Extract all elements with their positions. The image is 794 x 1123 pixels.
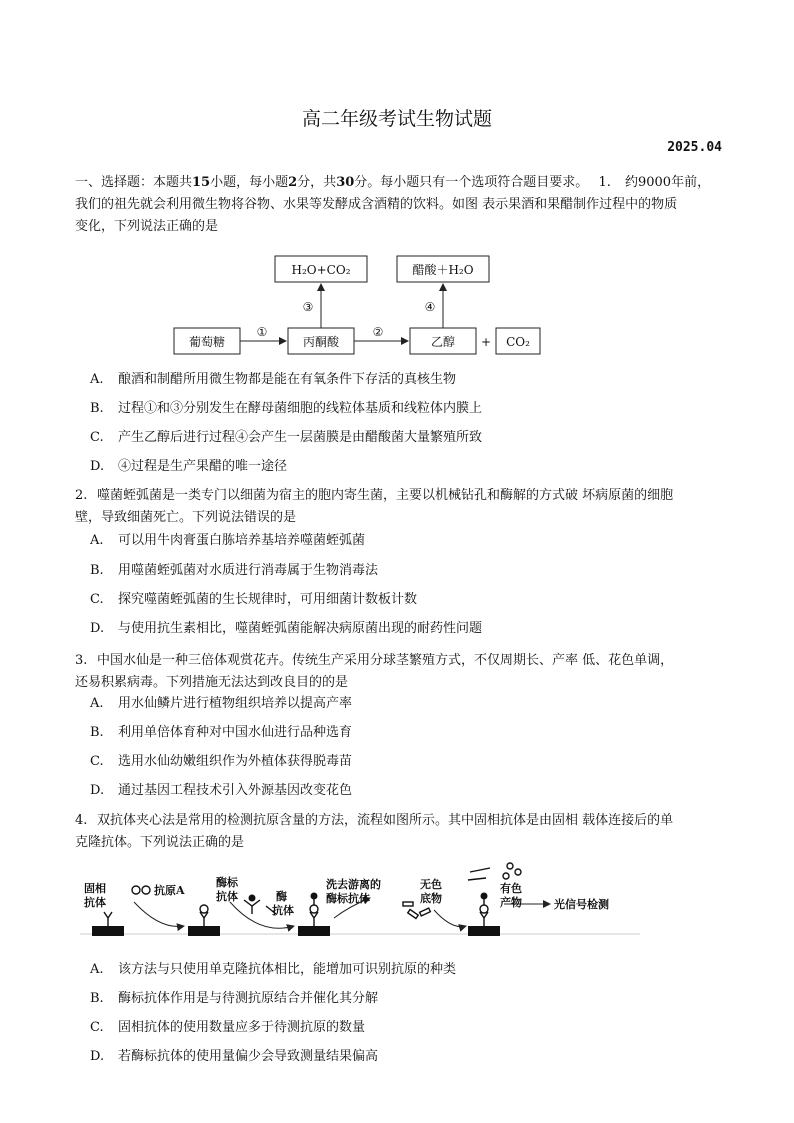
free-antigen-1 bbox=[132, 886, 140, 894]
q2-option-a[interactable]: A. 可以用牛肉膏蛋白胨培养基培养噬菌蛭弧菌 bbox=[90, 533, 366, 548]
step-2-marker: ② bbox=[372, 325, 384, 339]
substrate-fragment bbox=[420, 908, 431, 916]
q1-option-b[interactable]: B. 过程①和③分别发生在酵母菌细胞的线粒体基质和线粒体内膜上 bbox=[90, 401, 483, 416]
product-burst bbox=[468, 868, 490, 880]
wash-label: 洗去游离的 bbox=[326, 878, 381, 891]
colored-product-dot bbox=[503, 873, 509, 879]
question-1-stem-line: 我们的祖先就会利用微生物将谷物、水果等发酵成含酒精的饮料。如图 表示果酒和果醋制作过程中的物质 bbox=[75, 197, 678, 212]
solid-antibody-2 bbox=[200, 912, 208, 926]
solid-support-2 bbox=[188, 926, 220, 936]
question-1-stem-start: 约9000年前， bbox=[624, 175, 711, 190]
solid-antibody-4 bbox=[480, 912, 488, 926]
enzyme-antibody-label: 酶标 bbox=[216, 876, 238, 889]
colored-product-dot bbox=[515, 869, 521, 875]
q1-option-c[interactable]: C. 产生乙醇后进行过程④会产生一层菌膜是由醋酸菌大量繁殖所致 bbox=[90, 430, 483, 445]
plus-sign: + bbox=[480, 335, 492, 349]
q2-option-b[interactable]: B. 用噬菌蛭弧菌对水质进行消毒属于生物消毒法 bbox=[90, 563, 379, 578]
q3-option-d[interactable]: D. 通过基因工程技术引入外源基因改变花色 bbox=[90, 783, 353, 798]
question-1-number: 1. bbox=[598, 175, 611, 190]
exam-date: 2025.04 bbox=[667, 140, 722, 155]
solid-antibody-label: 抗体 bbox=[84, 896, 106, 909]
substrate-fragment bbox=[403, 902, 413, 906]
bound-antigen-4 bbox=[480, 905, 488, 913]
antibody-label: 抗体 bbox=[272, 904, 294, 917]
section-intro: 一、选择题：本题共15小题，每小题2分，共30分。每小题只有一个选项符合题目要求。 bbox=[75, 175, 589, 190]
h2o-co2-label: H₂O+CO₂ bbox=[291, 263, 351, 277]
acetic-acid-label: 醋酸＋H₂O bbox=[412, 263, 474, 277]
flow-arrow-4 bbox=[434, 910, 466, 927]
co2-label: CO₂ bbox=[506, 335, 530, 349]
enzyme-dot-4 bbox=[481, 893, 488, 900]
solid-support-3 bbox=[298, 926, 330, 936]
enzyme-antibody-free bbox=[244, 900, 260, 914]
ethanol-label: 乙醇 bbox=[430, 335, 456, 349]
signal-detection-label: 光信号检测 bbox=[554, 898, 609, 911]
enzyme-label: 酶 bbox=[276, 890, 287, 903]
step-3-marker: ③ bbox=[302, 300, 314, 314]
antigen-a-label: 抗原A bbox=[154, 884, 185, 897]
q3-option-c[interactable]: C. 选用水仙幼嫩组织作为外植体获得脱毒苗 bbox=[90, 754, 353, 769]
colored-product-label: 产物 bbox=[500, 896, 522, 909]
solid-support-1 bbox=[92, 926, 124, 936]
q4-option-a[interactable]: A. 该方法与只使用单克隆抗体相比，能增加可识别抗原的种类 bbox=[90, 962, 457, 977]
step-1-marker: ① bbox=[256, 325, 268, 339]
enzyme-dot-3 bbox=[311, 893, 318, 900]
question-4-stem: 4. 双抗体夹心法是常用的检测抗原含量的方法，流程如图所示。其中固相抗体是由固相 载体连接后的单 克隆抗体。下列说法正确的是 bbox=[75, 813, 674, 850]
question-2-stem: 2. 噬菌蛭弧菌是一类专门以细菌为宿主的胞内寄生菌，主要以机械钻孔和酶解的方式破 坏病原菌的细胞 壁，导致细菌死亡。下列说法错误的是 bbox=[75, 488, 674, 525]
solid-support-4 bbox=[468, 926, 500, 936]
colorless-substrate-label: 底物 bbox=[420, 892, 442, 905]
enzyme-antibody-label: 抗体 bbox=[216, 890, 238, 903]
question-1-stem-line: 变化，下列说法正确的是 bbox=[75, 219, 219, 234]
glucose-label: 葡萄糖 bbox=[188, 335, 226, 349]
bound-antigen-3 bbox=[310, 905, 318, 913]
bound-antigen-2 bbox=[200, 905, 208, 913]
q3-option-b[interactable]: B. 利用单倍体育种对中国水仙进行品种选育 bbox=[90, 725, 353, 740]
solid-antibody-3 bbox=[310, 912, 318, 926]
q4-option-d[interactable]: D. 若酶标抗体的使用量偏少会导致测量结果偏高 bbox=[90, 1049, 379, 1064]
colored-product-dot bbox=[507, 863, 513, 869]
substrate-fragment bbox=[408, 909, 418, 918]
q1-option-a[interactable]: A. 酿酒和制醋所用微生物都是能在有氧条件下存活的真核生物 bbox=[90, 372, 457, 387]
elisa-diagram bbox=[80, 860, 640, 956]
solid-antibody-label: 固相 bbox=[84, 882, 106, 895]
section-header bbox=[75, 172, 725, 238]
enzyme-dot-free bbox=[249, 895, 256, 902]
free-antigen-2 bbox=[142, 886, 150, 894]
wash-label: 酶标抗体 bbox=[326, 892, 370, 905]
pyruvate-label: 丙酮酸 bbox=[302, 335, 340, 349]
q2-option-d[interactable]: D. 与使用抗生素相比，噬菌蛭弧菌能解决病原菌出现的耐药性问题 bbox=[90, 621, 483, 636]
colored-product-label: 有色 bbox=[500, 882, 522, 895]
colorless-substrate-label: 无色 bbox=[420, 878, 442, 891]
q2-option-c[interactable]: C. 探究噬菌蛭弧菌的生长规律时，可用细菌计数板计数 bbox=[90, 592, 418, 607]
q4-option-b[interactable]: B. 酶标抗体作用是与待测抗原结合并催化其分解 bbox=[90, 991, 379, 1006]
flow-arrow-1 bbox=[134, 902, 184, 927]
question-3-stem: 3. 中国水仙是一种三倍体观赏花卉。传统生产采用分球茎繁殖方式，不仅周期长、产率 低、花色单调， 还易积累病毒。下列措施无法达到改良目的的是 bbox=[75, 653, 674, 690]
q4-option-c[interactable]: C. 固相抗体的使用数量应多于待测抗原的数量 bbox=[90, 1020, 366, 1035]
fermentation-diagram bbox=[160, 248, 560, 366]
solid-antibody-1 bbox=[104, 912, 112, 926]
q3-option-a[interactable]: A. 用水仙鳞片进行植物组织培养以提高产率 bbox=[90, 696, 353, 711]
q1-option-d[interactable]: D. ④过程是生产果醋的唯一途径 bbox=[90, 459, 288, 474]
step-4-marker: ④ bbox=[424, 300, 436, 314]
page-title: 高二年级考试生物试题 bbox=[301, 108, 492, 130]
